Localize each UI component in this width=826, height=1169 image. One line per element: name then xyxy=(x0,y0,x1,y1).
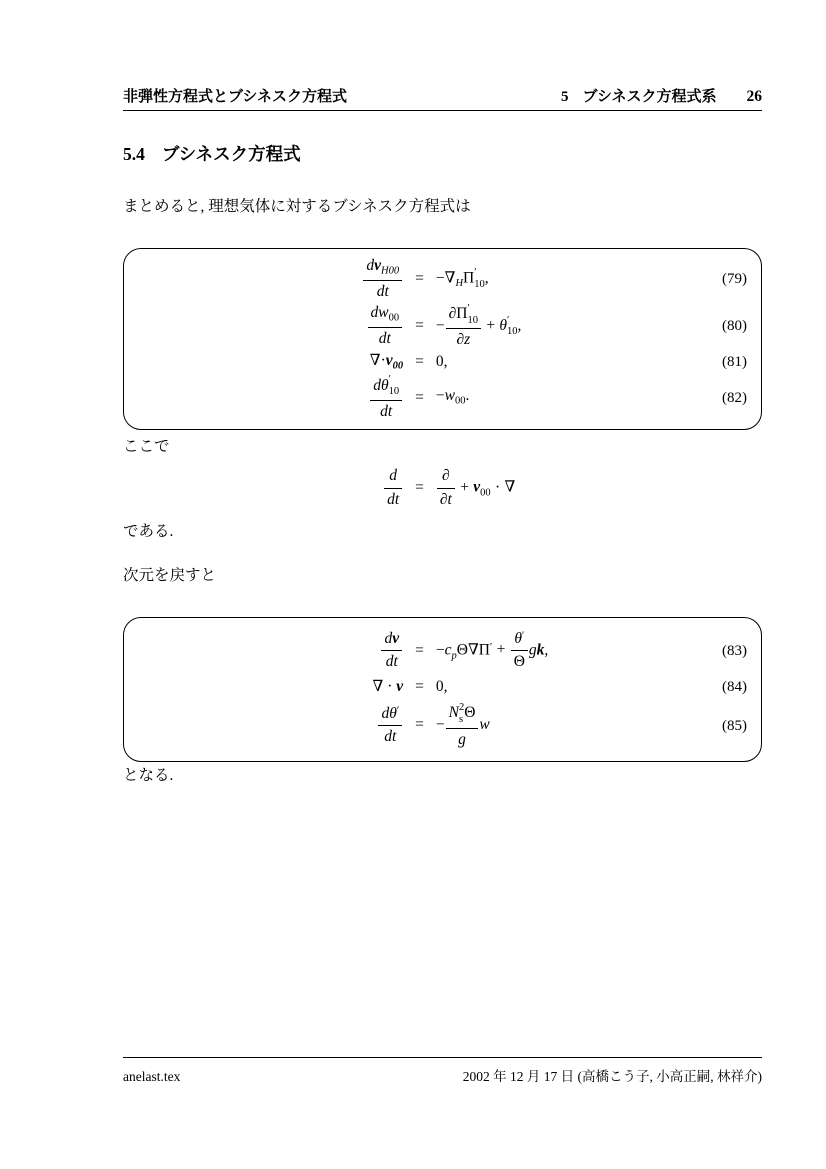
equals-sign: = xyxy=(415,388,424,406)
sup-sub-stack: ′ 10 xyxy=(467,302,478,326)
equation-box-1 xyxy=(123,248,762,430)
fraction: $\frac{dv}{dt}$ xyxy=(381,630,402,672)
header-rule xyxy=(123,110,762,111)
equation-number: (85) xyxy=(722,717,747,734)
fraction: $\frac{\theta'}{\Theta}$ xyxy=(511,630,528,672)
equation-rhs: $-\nabla_H\Pi$ ′ 10 , xyxy=(435,267,489,290)
equation-79 xyxy=(138,257,747,302)
equation-lhs xyxy=(138,304,403,349)
equation-number: (84) xyxy=(722,679,747,696)
sup-sub-stack: 2 s xyxy=(458,702,465,725)
page-number: 26 xyxy=(746,88,762,105)
header-section-group xyxy=(561,85,762,106)
equation-rhs: $-c_p\Theta\nabla\Pi'$ + $\frac{\theta'}{\Theta}$ gk, xyxy=(435,629,549,671)
equation-rhs: $-w_{00}$. xyxy=(435,387,470,407)
page-footer xyxy=(123,1065,762,1085)
fraction: $\frac{dw_{00}}{dt}$ xyxy=(368,304,403,349)
equation-80 xyxy=(138,303,747,350)
equation-rhs: $\frac{\partial}{\partial t}$ + $v_{00}$ · ∇ xyxy=(436,467,716,509)
equation-rhs: 0, xyxy=(435,677,448,695)
paragraph-here: ここで xyxy=(123,438,170,455)
sup-sub-stack: ′ 10 xyxy=(388,374,400,398)
footer-rule xyxy=(123,1057,762,1058)
equation-box-2 xyxy=(123,617,762,762)
equation-number: (82) xyxy=(722,389,747,406)
equals-sign: = xyxy=(415,641,424,659)
equation-number: (83) xyxy=(722,642,747,659)
fraction: $\frac{\partial}{\partial t}$ xyxy=(437,467,455,509)
section-number: 5.4 xyxy=(123,144,145,164)
footer-date-authors: 2002 年 12 月 17 日 (高橋こう子, 小高正嗣, 林祥介) xyxy=(462,1069,762,1084)
fraction: dθ ′ 10 dt xyxy=(370,374,402,421)
equation-lhs xyxy=(138,374,403,421)
equation-85 xyxy=(138,702,747,749)
equation-81 xyxy=(138,352,747,373)
fraction: N 2 s Θ g xyxy=(446,702,479,749)
sup-sub-stack: ′ 10 xyxy=(474,267,485,290)
fraction: $\frac{d\theta'}{dt}$ xyxy=(378,705,402,747)
paragraph-jigen: 次元を戻すと xyxy=(123,567,217,584)
equation-lhs: $\nabla\cdot v_{00}$ xyxy=(369,351,404,372)
header-section-number: 5 xyxy=(561,89,569,105)
equals-sign: = xyxy=(415,478,424,496)
equation-rhs: − ∂Π ′ 10 ∂z + θ ′ 10 , xyxy=(435,302,522,349)
section-title: ブシネスク方程式 xyxy=(161,144,301,164)
equation-lhs xyxy=(138,257,403,302)
equation-rhs: − N 2 s Θ g w xyxy=(435,702,490,748)
equals-sign: = xyxy=(415,317,424,335)
header-document-title: 非弾性方程式とブシネスク方程式 xyxy=(123,88,347,105)
footer-filename: anelast.tex xyxy=(123,1069,181,1084)
equation-number: (81) xyxy=(722,354,747,371)
equation-number: (80) xyxy=(722,318,747,335)
equation-lhs xyxy=(138,705,403,747)
paragraph-dearu: である. xyxy=(123,523,174,540)
equation-lhs xyxy=(138,630,403,672)
equals-sign: = xyxy=(415,716,424,734)
equation-lhs: ∇ · v xyxy=(372,677,404,695)
sup-sub-stack: ′ 10 xyxy=(507,314,518,338)
equation-material-derivative xyxy=(123,462,762,514)
equation-rhs: 0, xyxy=(435,352,448,370)
header-section-title: ブシネスク方程式系 xyxy=(582,88,717,105)
paragraph-intro: まとめると, 理想気体に対するブシネスク方程式は xyxy=(123,198,471,215)
equals-sign: = xyxy=(415,352,424,370)
fraction: $\frac{d}{dt}$ xyxy=(384,467,402,509)
equals-sign: = xyxy=(415,677,424,695)
fraction: $\frac{dv_{H00}}{dt}$ xyxy=(363,257,402,302)
fraction: ∂Π ′ 10 ∂z xyxy=(446,303,481,350)
equation-83 xyxy=(138,630,747,672)
paragraph-tonaru: となる. xyxy=(123,767,174,784)
equation-number: (79) xyxy=(722,270,747,287)
equals-sign: = xyxy=(415,269,424,287)
equation-84 xyxy=(138,678,747,697)
running-header xyxy=(123,85,762,106)
equation-lhs xyxy=(123,467,403,509)
section-heading xyxy=(123,141,301,166)
equation-82 xyxy=(138,374,747,421)
